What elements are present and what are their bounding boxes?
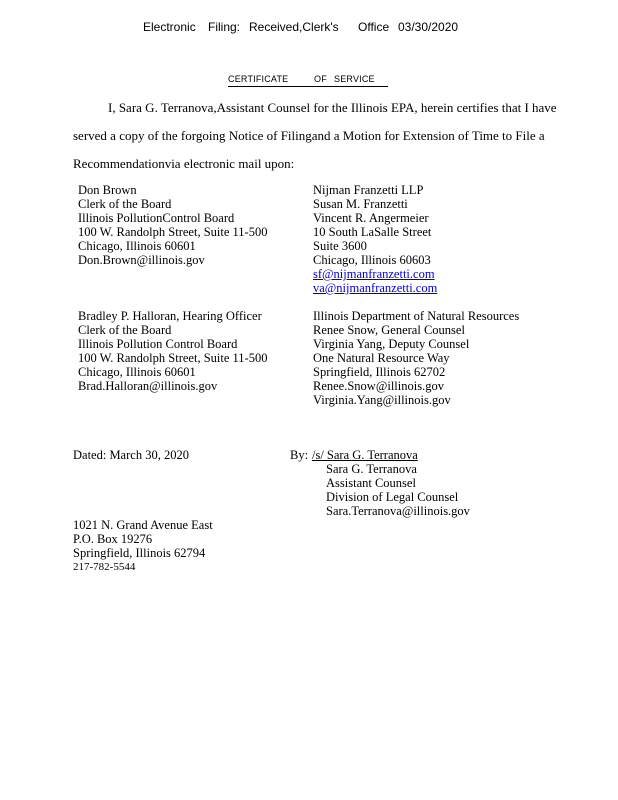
body-line-3: Recommendationvia electronic mail upon: [73,156,295,171]
recipient-line: Illinois PollutionControl Board [78,211,235,225]
address-line: Springfield, Illinois 62794 [73,546,206,560]
email-link-va[interactable]: va@nijmanfranzetti.com [313,281,438,295]
header-office: Office [358,20,390,34]
recipient-line: 10 South LaSalle Street [313,225,432,239]
recipient-email: Don.Brown@illinois.gov [78,253,205,267]
address-phone: 217-782-5544 [73,561,136,573]
recipient-line: Virginia Yang, Deputy Counsel [313,337,470,351]
recipient-line: One Natural Resource Way [313,351,450,365]
signature-division: Division of Legal Counsel [326,490,459,504]
signature-line: /s/ Sara G. Terranova [312,448,418,462]
dated-line: Dated: March 30, 2020 [73,448,189,462]
recipient-line: Susan M. Franzetti [313,197,408,211]
recipient-line: Nijman Franzetti LLP [313,183,424,197]
recipient-line: Clerk of the Board [78,197,172,211]
sender-address [73,518,213,574]
recipient-line: Don Brown [78,183,137,197]
title-certificate: CERTIFICATE [228,74,289,84]
recipient-nijman-franzetti [313,183,437,295]
recipient-idnr [313,309,519,407]
title-underline [228,86,388,87]
recipient-line: Renee Snow, General Counsel [313,323,465,337]
recipient-bradley-halloran [78,309,267,393]
recipient-line: 100 W. Randolph Street, Suite 11-500 [78,225,268,239]
header-filing: Filing: [208,20,241,34]
title-of: OF [314,74,327,84]
header-date: 03/30/2020 [398,20,459,34]
recipient-line: 100 W. Randolph Street, Suite 11-500 [78,351,268,365]
body-line-2: served a copy of the forgoing Notice of Filingand a Motion for Extension of Time to File a [73,128,545,143]
recipient-don-brown [78,183,267,267]
body-line-1: I, Sara G. Terranova,Assistant Counsel for the Illinois EPA, herein certifies that I have [108,100,557,115]
recipient-line: Suite 3600 [313,239,367,253]
recipient-email: Virginia.Yang@illinois.gov [313,393,451,407]
recipient-line: Illinois Pollution Control Board [78,337,238,351]
recipient-line: Chicago, Illinois 60601 [78,239,196,253]
recipient-line: Clerk of the Board [78,323,172,337]
header-electronic: Electronic [143,20,196,34]
recipient-line: Chicago, Illinois 60603 [313,253,431,267]
recipient-line: Illinois Department of Natural Resources [313,309,520,323]
signature-name: Sara G. Terranova [326,462,417,476]
address-line: P.O. Box 19276 [73,532,153,546]
signature-title: Assistant Counsel [326,476,416,490]
header-received: Received,Clerk's [249,20,339,34]
recipient-email: Brad.Halloran@illinois.gov [78,379,218,393]
recipient-line: Chicago, Illinois 60601 [78,365,196,379]
address-line: 1021 N. Grand Avenue East [73,518,213,532]
signature-block [326,462,470,518]
recipient-line: Bradley P. Halloran, Hearing Officer [78,309,262,323]
email-link-sf[interactable]: sf@nijmanfranzetti.com [313,267,435,281]
title-service: SERVICE [334,74,375,84]
signature-email: Sara.Terranova@illinois.gov [326,504,470,518]
by-label: By: [290,448,309,462]
recipient-line: Springfield, Illinois 62702 [313,365,446,379]
recipient-line: Vincent R. Angermeier [313,211,429,225]
recipient-email: Renee.Snow@illinois.gov [313,379,444,393]
